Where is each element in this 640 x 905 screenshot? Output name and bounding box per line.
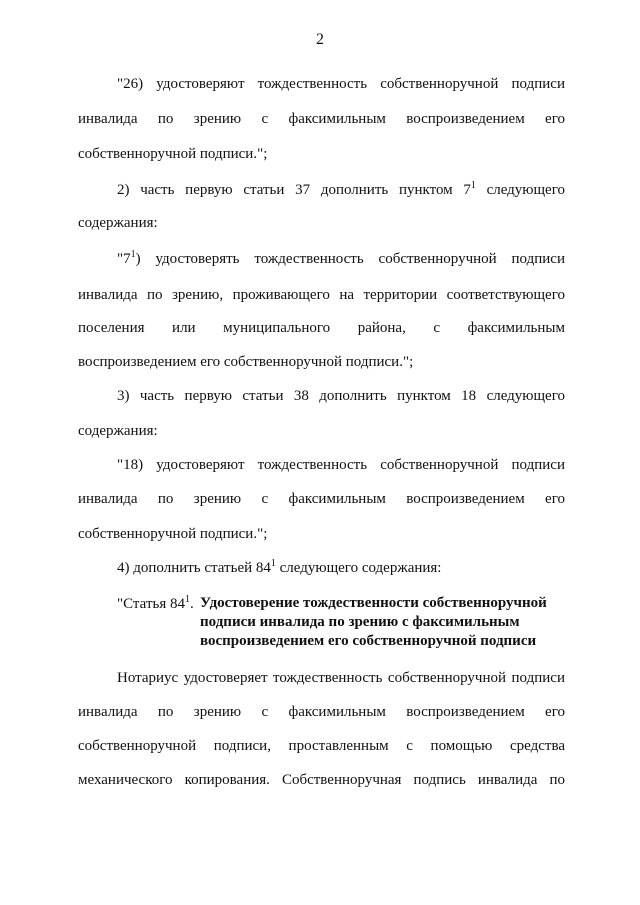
- paragraph-line: Нотариус удостоверяет тождественность собственноручной подписи: [117, 670, 565, 686]
- line-text: следующего содержания:: [275, 560, 442, 576]
- paragraph-line: [117, 558, 565, 578]
- superscript: 1: [130, 249, 136, 260]
- article-label: [117, 594, 194, 614]
- line-text: 4) дополнить статьей 84: [117, 560, 271, 576]
- paragraph-line: "18) удостоверяют тождественность собственноручной подписи: [117, 457, 565, 473]
- article-title-line: подписи инвалида по зрению с факсимильным: [200, 614, 520, 630]
- paragraph-line: собственноручной подписи.";: [78, 526, 268, 542]
- paragraph-line: [117, 249, 565, 269]
- paragraph-line: 3) часть первую статьи 38 дополнить пунктом 18 следующего: [117, 388, 565, 404]
- paragraph-line: воспроизведением его собственноручной подписи.";: [78, 354, 414, 370]
- paragraph-line: инвалида по зрению с факсимильным воспроизведением его: [78, 704, 565, 720]
- line-text: ) удостоверять тождественность собственноручной подписи: [135, 251, 565, 267]
- paragraph-line: содержания:: [78, 215, 158, 231]
- paragraph-line: собственноручной подписи.";: [78, 146, 268, 162]
- superscript: 1: [470, 180, 476, 191]
- paragraph-line: инвалида по зрению с факсимильным воспроизведением его: [78, 491, 565, 507]
- line-text: следующего: [475, 182, 565, 198]
- paragraph-line: содержания:: [78, 423, 158, 439]
- paragraph-line: [117, 180, 565, 200]
- article-label-dot: .: [189, 596, 194, 612]
- article-label-text: "Статья 84: [117, 596, 185, 612]
- line-text: 2) часть первую статьи 37 дополнить пунктом 7: [117, 182, 471, 198]
- page-number: 2: [316, 31, 324, 48]
- paragraph-line: механического копирования. Собственноручная подпись инвалида по: [78, 772, 565, 788]
- paragraph-line: инвалида по зрению с факсимильным воспроизведением его: [78, 111, 565, 127]
- paragraph-line: инвалида по зрению, проживающего на территории соответствующего: [78, 287, 565, 303]
- paragraph-line: "26) удостоверяют тождественность собственноручной подписи: [117, 76, 565, 92]
- superscript: 1: [270, 558, 276, 569]
- superscript: 1: [184, 594, 190, 605]
- paragraph-line: собственноручной подписи, проставленным с помощью средства: [78, 738, 565, 754]
- line-text: "7: [117, 251, 131, 267]
- article-title-line: Удостоверение тождественности собственноручной: [200, 595, 547, 611]
- article-title-line: воспроизведением его собственноручной подписи: [200, 633, 537, 649]
- paragraph-line: поселения или муниципального района, с факсимильным: [78, 320, 565, 336]
